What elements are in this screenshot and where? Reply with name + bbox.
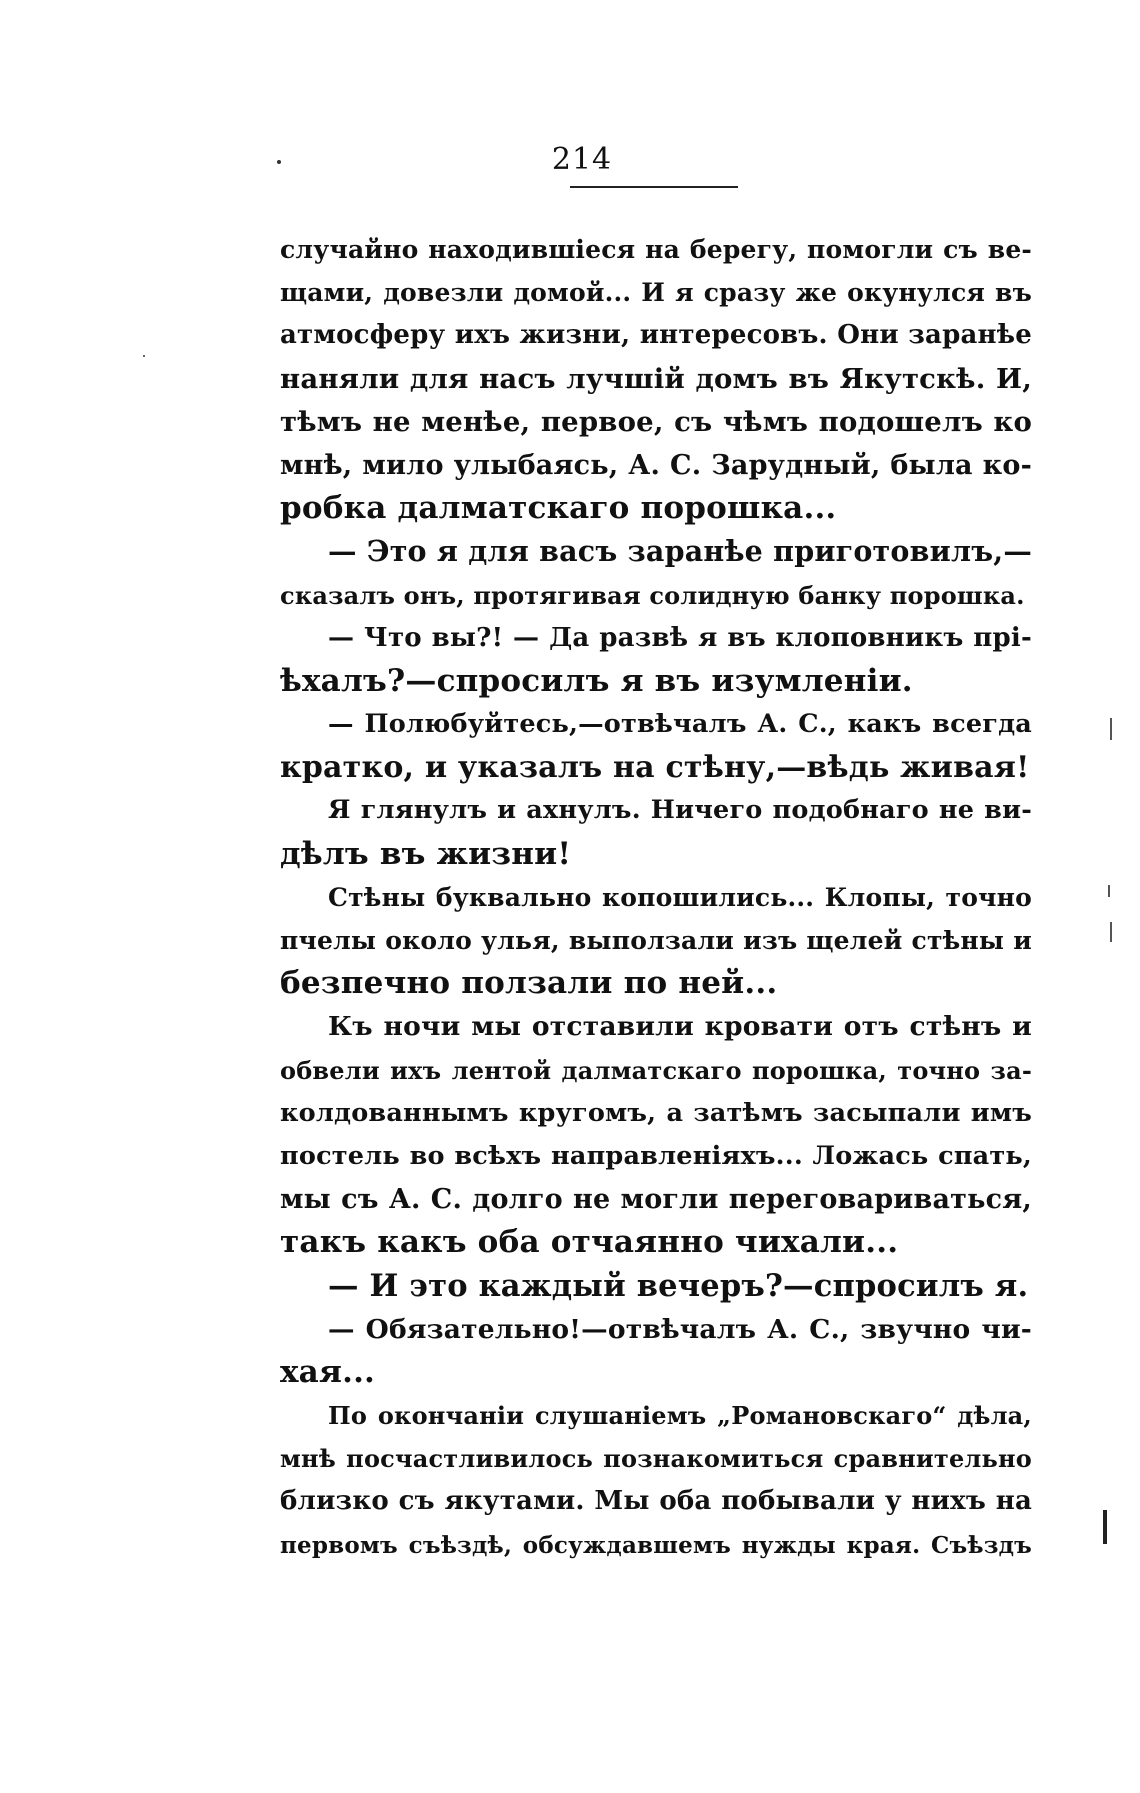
text-line: дѣлъ въ жизни!: [280, 835, 572, 872]
text-line: — И это каждый вечеръ?—спросилъ я.: [328, 1267, 1029, 1304]
text-line: мы съ А. С. долго не могли переговариваться,: [280, 1184, 1032, 1216]
text-line: мнѣ, мило улыбаясь, А. С. Зарудный, была ко-: [280, 449, 1032, 481]
page-number: 214: [551, 142, 613, 177]
text-line: обвели ихъ лентой далматскаго порошка, точно за-: [280, 1055, 1032, 1085]
text-line: робка далматскаго порошка...: [280, 490, 837, 527]
text-line: Стѣны буквально копошились... Клопы, точно: [328, 882, 1032, 912]
header-rule: [570, 186, 738, 188]
margin-mark: [1103, 1510, 1107, 1544]
text-line: безпечно ползали по ней...: [280, 965, 778, 1002]
text-line: — Это я для васъ заранѣе приготовилъ,—: [328, 534, 1033, 569]
margin-mark: [1108, 885, 1110, 897]
text-line: щами, довезли домой... И я сразу же окунулся въ: [280, 278, 1032, 308]
text-line: Я глянулъ и ахнулъ. Ничего подобнаго не ви-: [328, 795, 1032, 826]
text-line: близко съ якутами. Мы оба побывали у нихъ на: [280, 1486, 1032, 1517]
text-line: постель во всѣхъ направленіяхъ... Ложась спать,: [280, 1140, 1032, 1171]
text-line: такъ какъ оба отчаянно чихали...: [280, 1224, 899, 1261]
text-line: случайно находившіеся на берегу, помогли съ ве-: [280, 235, 1032, 264]
text-line: По окончаніи слушаніемъ „Романовскаго“ дѣла,: [328, 1401, 1032, 1431]
text-line: ѣхалъ?—спросилъ я въ изумленіи.: [280, 662, 913, 699]
body-text: [280, 228, 1032, 1567]
text-line: тѣмъ не менѣе, первое, съ чѣмъ подошелъ ко: [280, 405, 1032, 438]
text-line: хая...: [280, 1353, 376, 1390]
text-line: атмосферу ихъ жизни, интересовъ. Они заранѣе: [280, 320, 1032, 351]
text-line: первомъ съѣздѣ, обсуждавшемъ нужды края. Съѣздъ: [280, 1531, 1032, 1559]
text-line: мнѣ посчастливилось познакомиться сравнительно: [280, 1444, 1032, 1474]
margin-mark: [1110, 718, 1112, 740]
text-line: — Обязательно!—отвѣчалъ А. С., звучно чи-: [328, 1313, 1032, 1345]
margin-speck: [143, 355, 145, 357]
text-line: — Полюбуйтесь,—отвѣчалъ А. С., какъ всегда: [328, 709, 1032, 740]
text-line: Къ ночи мы отставили кровати отъ стѣнъ и: [328, 1011, 1032, 1043]
text-line: сказалъ онъ, протягивая солидную банку порошка.: [280, 580, 1025, 610]
text-line: кратко, и указалъ на стѣну,—вѣдь живая!: [280, 750, 1030, 786]
text-line: — Что вы?! — Да развѣ я въ клоповникъ прі-: [328, 622, 1032, 653]
text-line: наняли для насъ лучшій домъ въ Якутскѣ. И,: [280, 362, 1032, 395]
margin-mark: [1110, 922, 1112, 942]
text-line: пчелы около улья, выползали изъ щелей стѣны и: [280, 926, 1032, 955]
text-line: колдованнымъ кругомъ, а затѣмъ засыпали имъ: [280, 1097, 1032, 1128]
